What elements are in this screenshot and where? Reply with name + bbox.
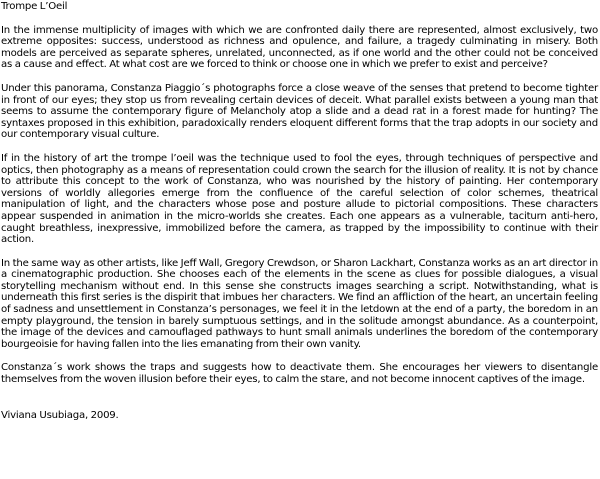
paragraph-3: If in the history of art the trompe l’oeil was the technique used to fool the eyes, through techniques of perspective and optics, then photography as a means of representation could crown the search for the illusion of reality. It is not by chance to attribute this concept to the work of Constanza, who was nourished by the history of painting. Her contemporary versions of worldly allegories emerge from the confluence of the careful selection of color schemes, theatrical manipulation of light, and the characters whose pose and posture allude to pictorial compositions. These characters appear suspended in animation in the micro-worlds she creates. Each one appears as a vulnerable, taciturn anti-hero, caught breathless, inexpressive, immobilized before the camera, as trapped by the impossibility to continue with their action.	[1, 152, 598, 246]
paragraph-5: Constanza´s work shows the traps and suggests how to deactivate them. She encourages her viewers to disentangle themselves from the woven illusion before their eyes, to calm the stare, and not become innocent captives of the image.	[1, 362, 598, 386]
document-title: Trompe L’Oeil	[1, 1, 68, 12]
document	[1, 1, 598, 421]
signature: Viviana Usubiaga, 2009.	[1, 409, 119, 421]
paragraph-4: In the same way as other artists, like Jeff Wall, Gregory Crewdson, or Sharon Lackhart, Constanza works as an art director in a cinematographic production. She chooses each of the elements in the scene as clues for possible dialogues, a visual storytelling mechanism without end. In this sense she constructs images searching a script. Notwithstanding, what is underneath this first series is the dispirit that imbues her characters. We find an affliction of the heart, an uncertain feeling of sadness and unsettlement in Constanza’s personages, we feel it in the letdown at the end of a party, the boredom in an empty playground, the tension in barely sumptuous settings, and in the solitude amongst abundance. As a counterpoint, the image of the devices and camouflaged pathways to hunt small animals underlines the boredom of the contemporary bourgeoisie for having fallen into the lies emanating from their own vanity.	[1, 257, 598, 350]
paragraph-2: Under this panorama, Constanza Piaggio´s photographs force a close weave of the senses that pretend to become tighter in front of our eyes; they stop us from revealing certain devices of deceit. What parallel exists between a young man that seems to assume the contemporary figure of Melancholy atop a slide and a dead rat in a forest made for hunting? The syntaxes proposed in this exhibition, paradoxically renders eloquent different forms that the trap adopts in our society and our contemporary visual culture.	[1, 82, 598, 141]
paragraph-1: In the immense multiplicity of images with which we are confronted daily there are represented, almost exclusively, two extreme opposites: success, understood as richness and opulence, and failure, a tragedy culminating in misery. Both models are perceived as separate spheres, unrelated, unconnected, as if one world and the other could not be conceived as a cause and effect. At what cost are we forced to think or choose one in which we prefer to exist and perceive?	[1, 24, 598, 71]
